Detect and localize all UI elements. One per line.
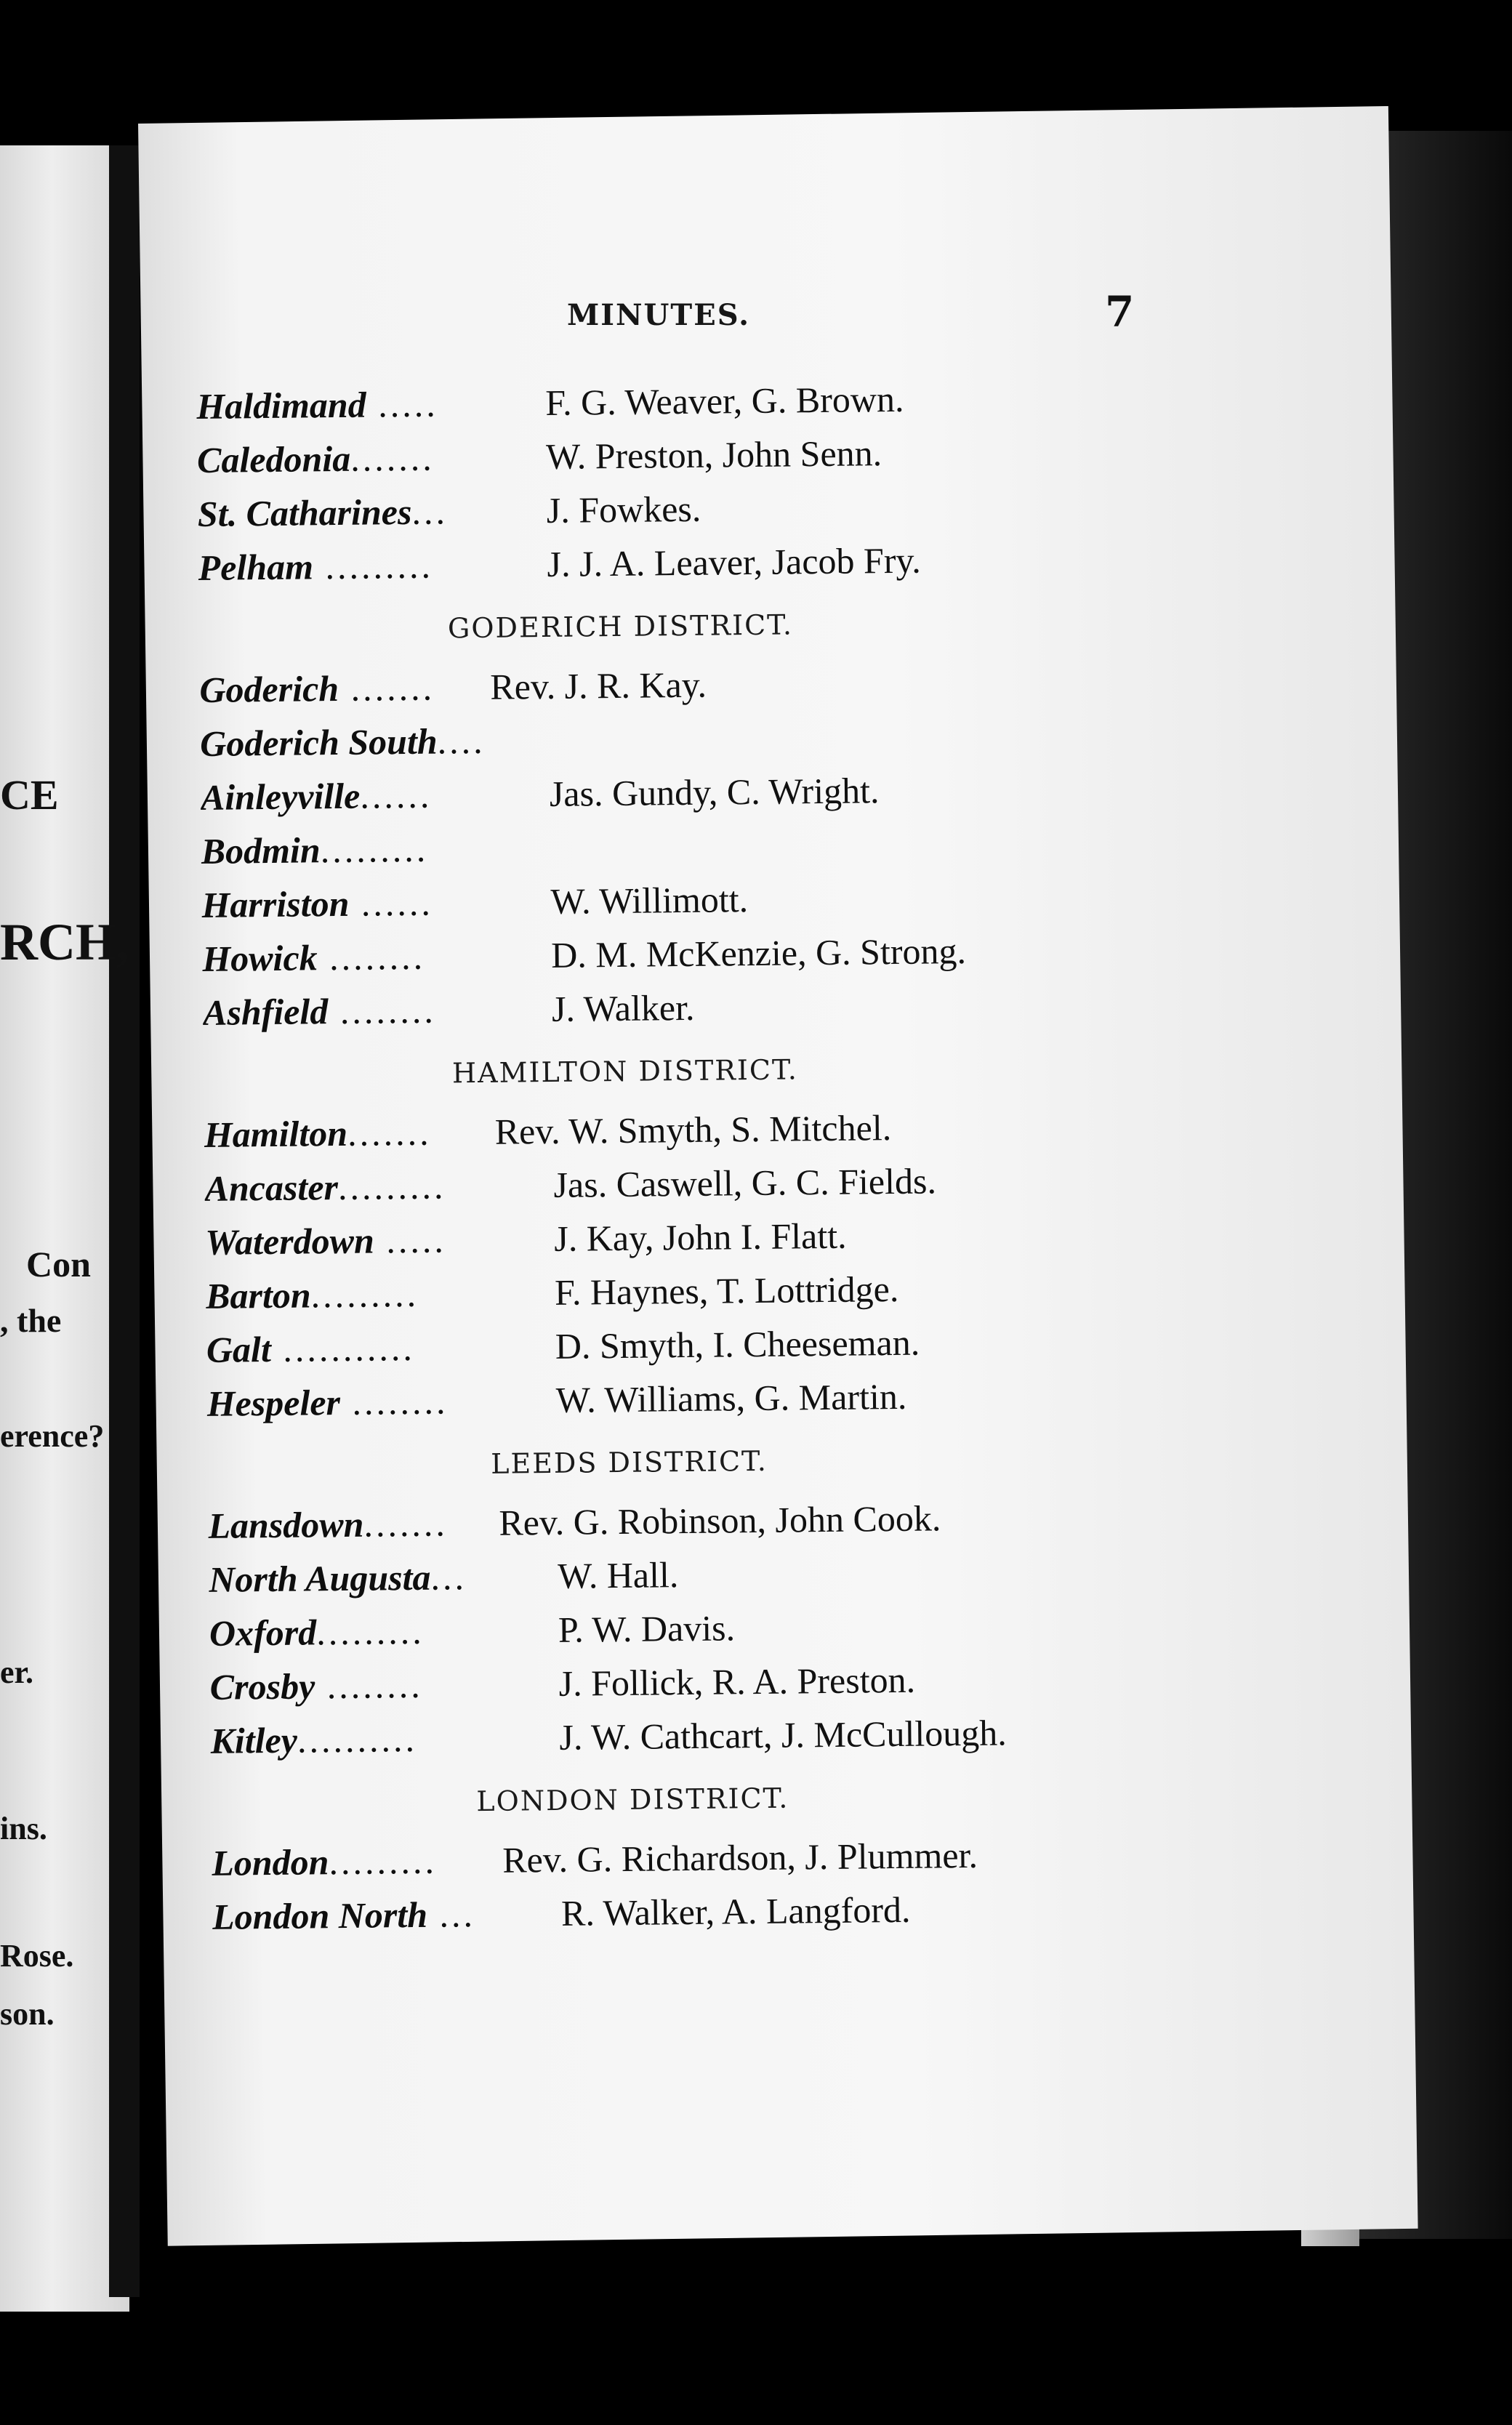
leader-dots: .........: [320, 828, 429, 871]
leader-dots: ........: [317, 936, 426, 978]
leader-dots: .........: [313, 544, 434, 587]
preachers-names: J. Fowkes.: [546, 488, 701, 531]
preachers-names: F. G. Weaver, G. Brown.: [544, 378, 904, 423]
leader-dots: .........: [337, 1165, 446, 1208]
preachers-names: W. Hall.: [557, 1554, 679, 1596]
station-name: [201, 827, 507, 872]
leader-dots: ......: [360, 774, 433, 816]
leader-dots: ...: [427, 1894, 476, 1935]
preachers-names: Rev. G. Richardson, J. Plummer.: [502, 1834, 978, 1881]
preachers-names: Jas. Caswell, G. C. Fields.: [553, 1160, 937, 1205]
station-name: [212, 1839, 503, 1884]
running-head: MINUTES.: [567, 298, 751, 332]
station-label: Goderich South: [199, 720, 438, 764]
leader-dots: ..........: [297, 1718, 418, 1761]
station-label: Galt: [206, 1328, 272, 1370]
district-heading: GODERICH DISTRICT.: [447, 608, 794, 645]
minutes-stations-list: [196, 374, 1230, 1950]
station-label: Crosby: [209, 1665, 315, 1708]
station-label: Bodmin: [201, 829, 321, 872]
station-label: Caledonia: [196, 438, 351, 480]
left-page-fragment: son.: [0, 1996, 55, 2032]
station-name: [210, 1717, 516, 1762]
preachers-names: D. M. McKenzie, G. Strong.: [550, 930, 967, 976]
leader-dots: ...: [430, 1556, 467, 1598]
station-row: [210, 1709, 1228, 1774]
station-name: [200, 720, 506, 765]
station-name: [203, 989, 509, 1034]
preachers-names: J. J. A. Leaver, Jacob Fry.: [547, 539, 921, 584]
station-label: St. Catharines: [197, 491, 412, 534]
station-label: Goderich: [199, 667, 339, 710]
station-row: [212, 1885, 1231, 1950]
preachers-names: P. W. Davis.: [558, 1607, 736, 1650]
preachers-names: J. Follick, R. A. Preston.: [558, 1659, 916, 1704]
leader-dots: .....: [366, 383, 438, 425]
station-name: [212, 1892, 518, 1937]
preachers-names: D. Smyth, I. Cheeseman.: [555, 1322, 920, 1367]
station-name: [196, 382, 502, 427]
station-label: Pelham: [198, 546, 314, 588]
leader-dots: ...........: [270, 1327, 416, 1370]
preachers-names: J. Kay, John I. Flatt.: [554, 1215, 847, 1259]
preachers-names: Rev. J. R. Kay.: [490, 664, 707, 707]
station-label: Oxford: [209, 1612, 317, 1654]
preachers-names: W. Preston, John Senn.: [545, 433, 882, 477]
station-label: Kitley: [210, 1719, 298, 1761]
station-name: [204, 1165, 510, 1210]
station-label: Hespeler: [206, 1382, 341, 1424]
station-label: Harriston: [201, 882, 350, 925]
page-number: 7: [1105, 287, 1135, 337]
station-row: [206, 1372, 1225, 1436]
preachers-names: Jas. Gundy, C. Wright.: [549, 770, 880, 814]
district-heading: LEEDS DISTRICT.: [490, 1444, 768, 1480]
book-gutter: [109, 145, 140, 2297]
leader-dots: ........: [314, 1664, 424, 1707]
station-name: [201, 773, 507, 819]
station-name: [202, 935, 508, 980]
station-label: Ashfield: [202, 991, 329, 1033]
station-label: Ainleyville: [200, 775, 361, 818]
leader-dots: .......: [347, 1111, 432, 1154]
station-name: [204, 1111, 495, 1156]
leader-dots: .......: [350, 437, 435, 479]
preachers-names: [507, 860, 550, 861]
station-label: Ancaster: [204, 1167, 339, 1209]
leader-dots: ........: [339, 1380, 449, 1423]
station-label: Hamilton: [204, 1112, 348, 1155]
station-name: [208, 1502, 499, 1547]
leader-dots: ........: [327, 989, 437, 1032]
station-name: [209, 1556, 515, 1601]
station-name: [198, 490, 504, 535]
preachers-names: R. Walker, A. Langford.: [560, 1889, 911, 1934]
preachers-names: Rev. G. Robinson, John Cook.: [499, 1497, 941, 1543]
station-label: North Augusta: [208, 1556, 431, 1600]
preachers-names: W. Williams, G. Martin.: [555, 1375, 907, 1420]
left-page-fragment: CE: [0, 771, 59, 819]
station-name: [206, 1272, 512, 1317]
station-name: [209, 1609, 515, 1654]
district-heading: HAMILTON DISTRICT.: [451, 1053, 799, 1090]
left-page-fragment: er.: [0, 1654, 34, 1690]
station-label: Haldimand: [196, 384, 366, 427]
leader-dots: .....: [374, 1219, 447, 1261]
station-name: [206, 1380, 512, 1425]
preachers-names: F. Haynes, T. Lottridge.: [554, 1268, 899, 1313]
leader-dots: .......: [363, 1503, 449, 1545]
left-page-fragment: , the: [0, 1302, 62, 1339]
district-heading: LONDON DISTRICT.: [476, 1782, 789, 1818]
leader-dots: .........: [329, 1840, 438, 1883]
station-row: [198, 536, 1216, 600]
left-page-fragment: erence?: [0, 1418, 105, 1454]
station-name: [206, 1326, 512, 1371]
station-label: Lansdown: [208, 1503, 364, 1546]
leader-dots: .......: [338, 667, 435, 709]
leader-dots: ...: [411, 491, 449, 532]
station-label: Waterdown: [205, 1220, 375, 1263]
station-label: London: [211, 1841, 329, 1883]
preachers-names: Rev. W. Smyth, S. Mitchel.: [494, 1107, 892, 1152]
leader-dots: ....: [437, 720, 486, 762]
preachers-names: J. W. Cathcart, J. McCullough.: [559, 1712, 1008, 1758]
leader-dots: .........: [310, 1273, 419, 1316]
station-name: [198, 544, 504, 589]
preachers-names: W. Willimott.: [550, 879, 749, 922]
station-label: Barton: [205, 1274, 311, 1316]
station-name: [197, 436, 503, 481]
left-page-fragment: ins.: [0, 1811, 47, 1846]
leader-dots: .........: [315, 1610, 425, 1653]
preachers-names: [505, 752, 549, 753]
station-label: Howick: [201, 937, 318, 979]
station-name: [209, 1663, 515, 1708]
station-name: [201, 881, 507, 926]
station-row: [203, 981, 1221, 1045]
station-name: [199, 666, 491, 711]
left-page-fragment: RCH,: [0, 913, 129, 971]
leader-dots: ......: [349, 882, 434, 924]
station-label: London North: [212, 1894, 428, 1937]
left-page-fragment: Con: [26, 1244, 91, 1284]
station-name: [205, 1218, 511, 1263]
left-page-fragment: Rose.: [0, 1938, 74, 1974]
preachers-names: J. Walker.: [551, 986, 695, 1029]
